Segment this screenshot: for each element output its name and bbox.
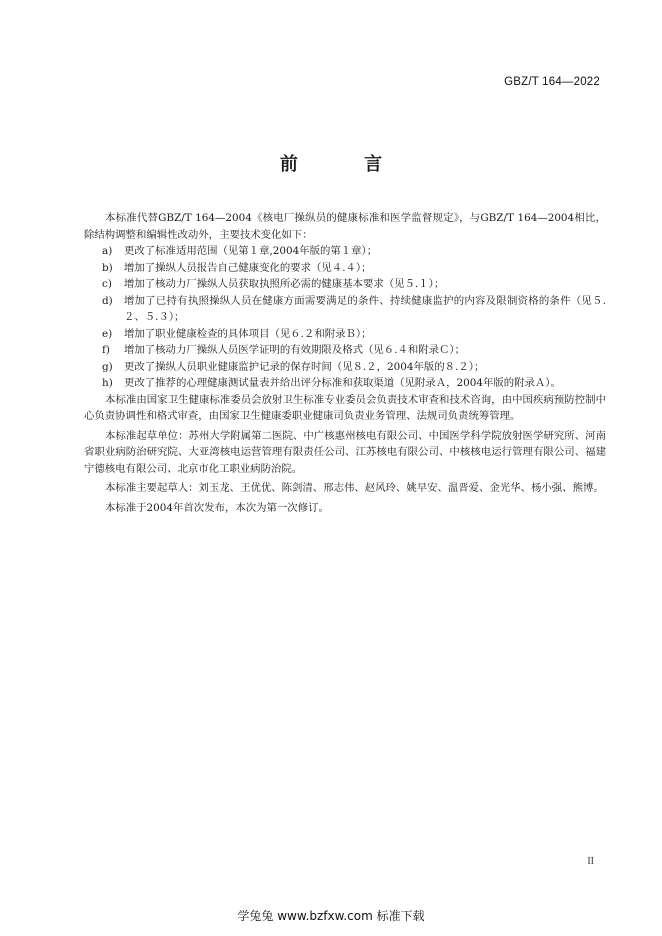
list-item [84,342,606,359]
list-item [84,359,606,376]
list-item-label: e) [102,327,113,340]
list-item-label: d) [102,294,113,307]
list-item-label: g) [102,360,113,373]
list-item [84,276,606,293]
page-title: 前 言 [279,154,413,175]
list-item-text: 增加了职业健康检查的具体项目（见６.２和附录Ｂ）； [124,327,372,340]
page-number: II [587,856,594,867]
list-item-label: a) [102,245,113,257]
list-item-text: 增加了核动力厂操纵人员获取执照所必需的健康基本要求（见５.１）； [124,278,445,290]
list-item-text: 增加了核动力厂操纵人员医学证明的有效期限及格式（见６.４和附录Ｃ）； [124,344,465,356]
standard-code: GBZ/T 164—2022 [504,76,600,88]
list-item-label: f) [102,344,110,356]
foreword-body [84,210,606,516]
list-item-text: 更改了推荐的心理健康测试量表并给出评分标准和获取渠道（见附录Ａ，2004年版的附录Ａ）。 [124,377,561,389]
list-item-text: 增加了已持有执照操纵人员在健康方面需要满足的条件、持续健康监护的内容及限制资格的条件（见５.２、５.３）； [124,294,606,323]
list-item [84,326,606,343]
list-item-label: h) [102,377,113,389]
list-item-text: 增加了操纵人员报告自己健康变化的要求（见４.４）； [124,261,372,274]
list-item [84,260,606,277]
history-paragraph: 本标准于2004年首次发布，本次为第一次修订。 [105,501,329,514]
changes-list [84,243,606,392]
list-item [84,375,606,392]
proposal-paragraph: 本标准由国家卫生健康标准委员会放射卫生标准专业委员会负责技术审查和技术咨询，由中国疾病预防控制中心负责协调性和格式审查，由国家卫生健康委职业健康司负责业务管理、法规司负责统筹管理。 [84,393,606,422]
list-item-label: c) [102,278,112,290]
list-item [84,243,606,260]
footer-watermark: 学兔兔 www.bzfxw.com 标准下载 [237,909,425,923]
list-item [84,293,606,326]
intro-paragraph: 本标准代替GBZ/T 164—2004《核电厂操纵员的健康标准和医学监督规定》，与GBZ/T 164—2004相比，除结构调整和编辑性改动外，主要技术变化如下： [84,212,606,241]
drafters-paragraph: 本标准主要起草人：刘玉龙、王优优、陈剑清、邢志伟、赵风玲、姚早安、温晋爱、金光华、杨小强、熊博。 [105,482,604,494]
list-item-text: 更改了操纵人员职业健康监护记录的保存时间（见８.２，2004年版的８.２）； [124,360,485,373]
list-item-label: b) [102,261,113,274]
drafting-units-paragraph: 本标准起草单位：苏州大学附属第二医院、中广核惠州核电有限公司、中国医学科学院放射医学研究所、河南省职业病防治研究院、大亚湾核电运营管理有限责任公司、江苏核电有限公司、中核核电运行管理有限公司、福建宁德核电有限公司、北京市化工职业病防治院。 [84,429,606,475]
list-item-text: 更改了标准适用范围（见第１章,2004年版的第１章）； [124,245,378,257]
